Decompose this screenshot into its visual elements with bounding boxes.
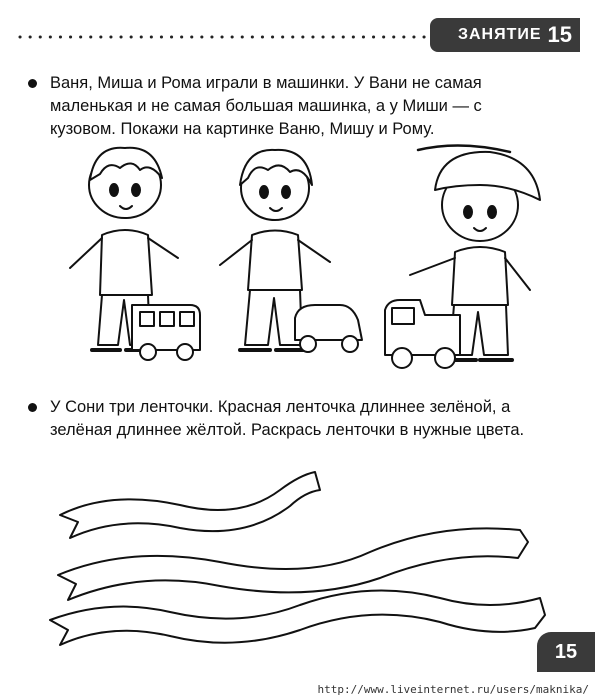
task-1-text: Ваня, Миша и Рома играли в машинки. У Вани не самая маленькая и не самая большая машинка, а у Миши — с кузовом. Покажи на картинке Ваню, Мишу и Рому. <box>50 74 482 138</box>
ribbon-long <box>50 590 545 645</box>
bullet-icon <box>28 403 37 412</box>
ribbon-short <box>60 472 320 538</box>
header-dotted-line <box>18 34 428 40</box>
boys-with-toy-cars-illustration <box>40 140 560 380</box>
lesson-number: 15 <box>547 22 572 47</box>
page-number-badge <box>537 632 595 672</box>
task-2-text: У Сони три ленточки. Красная ленточка длиннее зелёной, а зелёная длиннее жёлтой. Раскрась ленточки в нужные цвета. <box>50 398 525 439</box>
task-1 <box>28 72 548 141</box>
watermark-url: http://www.liveinternet.ru/users/maknika/ <box>317 683 589 696</box>
ribbons-illustration <box>40 460 560 650</box>
small-bus-drawing <box>132 305 200 360</box>
bullet-icon <box>28 79 37 88</box>
truck-drawing <box>385 300 460 368</box>
lesson-label: ЗАНЯТИЕ <box>457 26 542 43</box>
lesson-badge <box>430 18 580 52</box>
ribbon-medium <box>58 528 528 600</box>
page-number: 15 <box>554 640 578 663</box>
small-car-drawing <box>295 305 362 352</box>
task-2 <box>28 396 548 442</box>
